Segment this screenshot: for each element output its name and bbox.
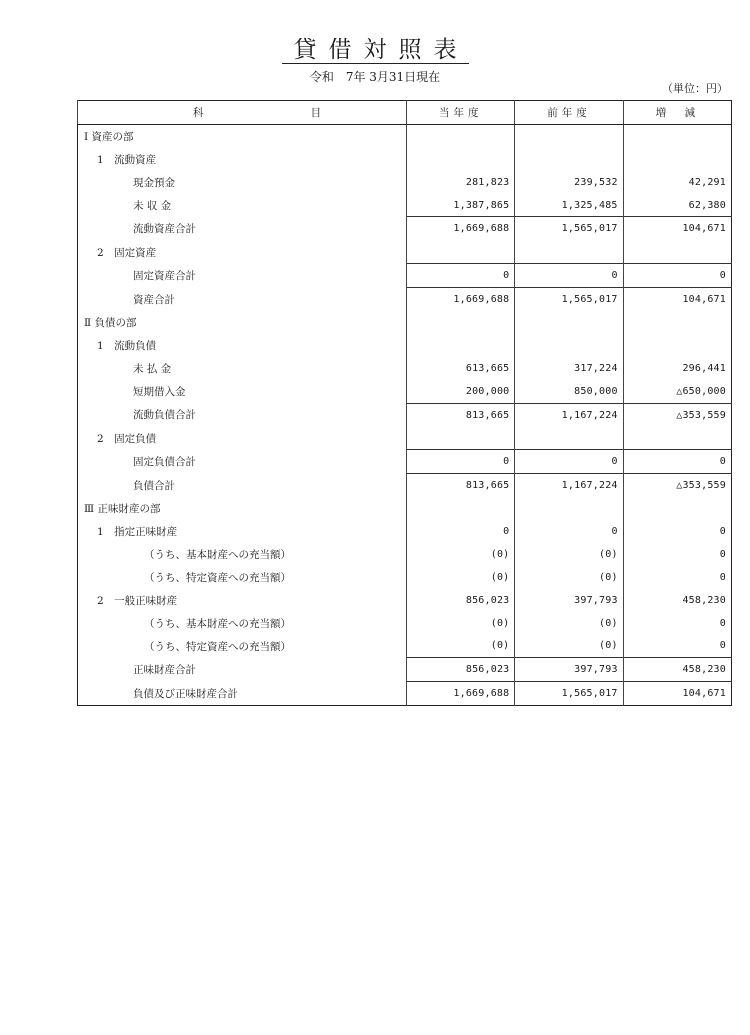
table-row [78,566,732,589]
row-label: 2 一般正味財産 [97,594,178,607]
row-label: 負債合計 [133,479,175,492]
table-row [78,682,732,706]
table-row [78,334,732,357]
current-year-value [407,334,515,357]
row-label: （うち、特定資産への充当額） [144,640,291,653]
row-label: （うち、基本財産への充当額） [144,617,291,630]
previous-year-value: 850,000 [515,380,623,403]
current-year-value: 0 [407,520,515,543]
row-label: 2 固定資産 [97,246,157,259]
previous-year-value [515,240,623,263]
current-year-value: 1,669,688 [407,288,515,311]
row-label: 固定資産合計 [133,270,196,283]
table-row [78,658,732,682]
row-label: 短期借入金 [133,385,186,398]
previous-year-value: 1,167,224 [515,474,623,497]
change-value: 0 [623,634,731,657]
table-row [78,403,732,426]
change-value: 0 [623,543,731,566]
current-year-value [407,426,515,449]
current-year-value: 0 [407,264,515,288]
table-row [78,426,732,449]
row-label: Ⅲ 正味財産の部 [84,503,161,516]
row-label: 未 払 金 [133,362,172,375]
current-year-value: 856,023 [407,589,515,612]
current-year-value: 813,665 [407,403,515,426]
change-value: 0 [623,264,731,288]
header-account-left: 科 [193,106,204,119]
table-row [78,240,732,263]
as-of-date: 令和 7年 3月31日現在 [309,70,441,84]
table-row [78,171,732,194]
row-label: （うち、特定資産への充当額） [144,571,291,584]
change-value: 0 [623,450,731,474]
previous-year-value [515,311,623,334]
table-row [78,357,732,380]
change-value: 0 [623,566,731,589]
table-row [78,217,732,240]
previous-year-value [515,426,623,449]
table-row [78,450,732,474]
row-label: （うち、基本財産への充当額） [144,548,291,561]
current-year-value: 1,669,688 [407,217,515,240]
unit-note: （単位：円） [662,82,728,95]
current-year-value: 281,823 [407,171,515,194]
table-row [78,311,732,334]
current-year-value: 200,000 [407,380,515,403]
table-row [78,288,732,311]
current-year-value: (0) [407,543,515,566]
header-change: 増 減 [623,101,731,125]
previous-year-value: 239,532 [515,171,623,194]
change-value: △353,559 [623,403,731,426]
change-value: 296,441 [623,357,731,380]
change-value [623,124,731,147]
change-value: 104,671 [623,682,731,706]
change-value [623,311,731,334]
current-year-value: (0) [407,634,515,657]
table-row [78,589,732,612]
previous-year-value: 1,565,017 [515,682,623,706]
previous-year-value [515,334,623,357]
change-value: 458,230 [623,589,731,612]
change-value [623,497,731,520]
row-label: Ⅰ 資産の部 [84,130,134,143]
previous-year-value: 397,793 [515,658,623,682]
previous-year-value: (0) [515,634,623,657]
current-year-value [407,240,515,263]
row-label: 1 流動資産 [97,153,157,166]
previous-year-value: 0 [515,264,623,288]
current-year-value: 856,023 [407,658,515,682]
current-year-value: 0 [407,450,515,474]
current-year-value: (0) [407,612,515,635]
header-account-right: 目 [310,106,322,119]
table-row [78,612,732,635]
table-row [78,380,732,403]
change-value: 104,671 [623,217,731,240]
row-label: 資産合計 [133,293,175,306]
row-label: 固定負債合計 [133,456,196,469]
change-value: 0 [623,612,731,635]
row-label: 流動資産合計 [133,223,196,236]
row-label: 正味財産合計 [133,664,196,677]
header-current-year: 当年度 [407,101,515,125]
change-value [623,148,731,171]
table-row [78,194,732,217]
balance-sheet-table [77,100,732,706]
current-year-value: 813,665 [407,474,515,497]
table-row [78,264,732,288]
previous-year-value [515,148,623,171]
table-row [78,148,732,171]
current-year-value [407,148,515,171]
current-year-value: (0) [407,566,515,589]
current-year-value [407,311,515,334]
previous-year-value: (0) [515,543,623,566]
table-row [78,474,732,497]
row-label: 1 流動負債 [97,339,157,352]
previous-year-value: 1,565,017 [515,217,623,240]
row-label: 流動負債合計 [133,409,196,422]
previous-year-value: 1,167,224 [515,403,623,426]
previous-year-value: 1,325,485 [515,194,623,217]
header-row [78,101,732,125]
change-value: 62,380 [623,194,731,217]
change-value: △650,000 [623,380,731,403]
change-value: 458,230 [623,658,731,682]
document-title [0,36,750,64]
row-label: 未 収 金 [133,199,172,212]
change-value: 42,291 [623,171,731,194]
previous-year-value: 0 [515,450,623,474]
header-previous-year: 前年度 [515,101,623,125]
previous-year-value: 1,565,017 [515,288,623,311]
previous-year-value: 397,793 [515,589,623,612]
row-label: Ⅱ 負債の部 [84,316,137,329]
previous-year-value: 0 [515,520,623,543]
current-year-value [407,497,515,520]
current-year-value [407,124,515,147]
table-row [78,520,732,543]
change-value: △353,559 [623,474,731,497]
table-row [78,543,732,566]
row-label: 2 固定負債 [97,432,157,445]
table-row [78,124,732,147]
title-text: 貸借対照表 [282,37,469,64]
current-year-value: 613,665 [407,357,515,380]
header-account [78,101,407,125]
change-value: 104,671 [623,288,731,311]
row-label: 現金預金 [133,176,175,189]
previous-year-value: (0) [515,566,623,589]
row-label: 1 指定正味財産 [97,525,178,538]
change-value [623,240,731,263]
change-value [623,334,731,357]
current-year-value: 1,669,688 [407,682,515,706]
previous-year-value: (0) [515,612,623,635]
change-value: 0 [623,520,731,543]
previous-year-value: 317,224 [515,357,623,380]
table-row [78,497,732,520]
table-body [78,124,732,705]
table-row [78,634,732,657]
row-label: 負債及び正味財産合計 [133,687,238,700]
previous-year-value [515,497,623,520]
current-year-value: 1,387,865 [407,194,515,217]
previous-year-value [515,124,623,147]
change-value [623,426,731,449]
